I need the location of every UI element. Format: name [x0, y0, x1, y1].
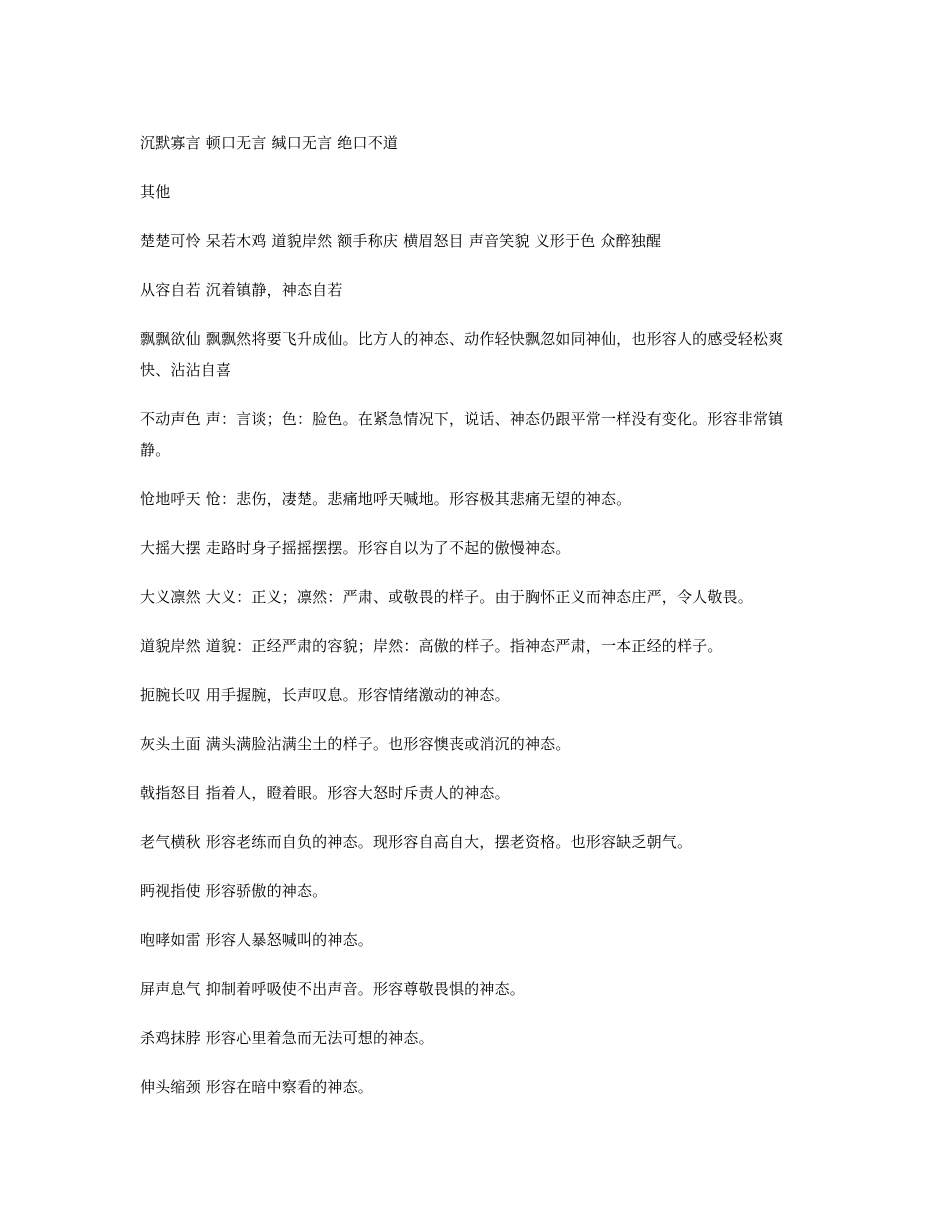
idiom-entry: 怆地呼天 怆：悲伤，凄楚。悲痛地呼天喊地。形容极其悲痛无望的神态。	[140, 490, 632, 508]
idiom-entry: 从容自若 沉着镇静，神态自若	[140, 281, 343, 299]
section-heading-other: 其他	[140, 183, 171, 201]
idiom-entry: 灰头土面 满头满脸沾满尘土的样子。也形容懊丧或消沉的神态。	[140, 735, 571, 753]
idiom-group-list: 楚楚可怜 呆若木鸡 道貌岸然 额手称庆 横眉怒目 声音笑貌 义形于色 众醉独醒	[140, 232, 662, 250]
idiom-entry: 不动声色 声：言谈；色：脸色。在紧急情况下，说话、神态仍跟平常一样没有变化。形容非常镇静。	[140, 410, 784, 459]
idiom-entry: 屏声息气 抑制着呼吸使不出声音。形容尊敬畏惧的神态。	[140, 980, 525, 998]
idiom-group-silence: 沉默寡言 顿口无言 缄口无言 绝口不道	[140, 134, 399, 152]
idiom-entry: 戟指怒目 指着人，瞪着眼。形容大怒时斥责人的神态。	[140, 784, 510, 802]
idiom-entry: 大义凛然 大义：正义；凛然：严肃、或敬畏的样子。由于胸怀正义而神态庄严，令人敬畏。	[140, 588, 753, 606]
idiom-entry: 伸头缩颈 形容在暗中察看的神态。	[140, 1078, 373, 1096]
idiom-entry: 扼腕长叹 用手握腕，长声叹息。形容情绪激动的神态。	[140, 686, 510, 704]
idiom-entry: 飘飘欲仙 飘飘然将要飞升成仙。比方人的神态、动作轻快飘忽如同神仙，也形容人的感受轻松爽快、沾沾自喜	[140, 330, 784, 379]
idiom-entry: 杀鸡抹脖 形容心里着急而无法可想的神态。	[140, 1029, 434, 1047]
idiom-entry: 道貌岸然 道貌：正经严肃的容貌；岸然：高傲的样子。指神态严肃，一本正经的样子。	[140, 637, 723, 655]
idiom-entry: 老气横秋 形容老练而自负的神态。现形容自高自大，摆老资格。也形容缺乏朝气。	[140, 833, 693, 851]
idiom-entry: 大摇大摆 走路时身子摇摇摆摆。形容自以为了不起的傲慢神态。	[140, 539, 571, 557]
idiom-entry: 眄视指使 形容骄傲的神态。	[140, 882, 328, 900]
idiom-entry: 咆哮如雷 形容人暴怒喊叫的神态。	[140, 931, 373, 949]
